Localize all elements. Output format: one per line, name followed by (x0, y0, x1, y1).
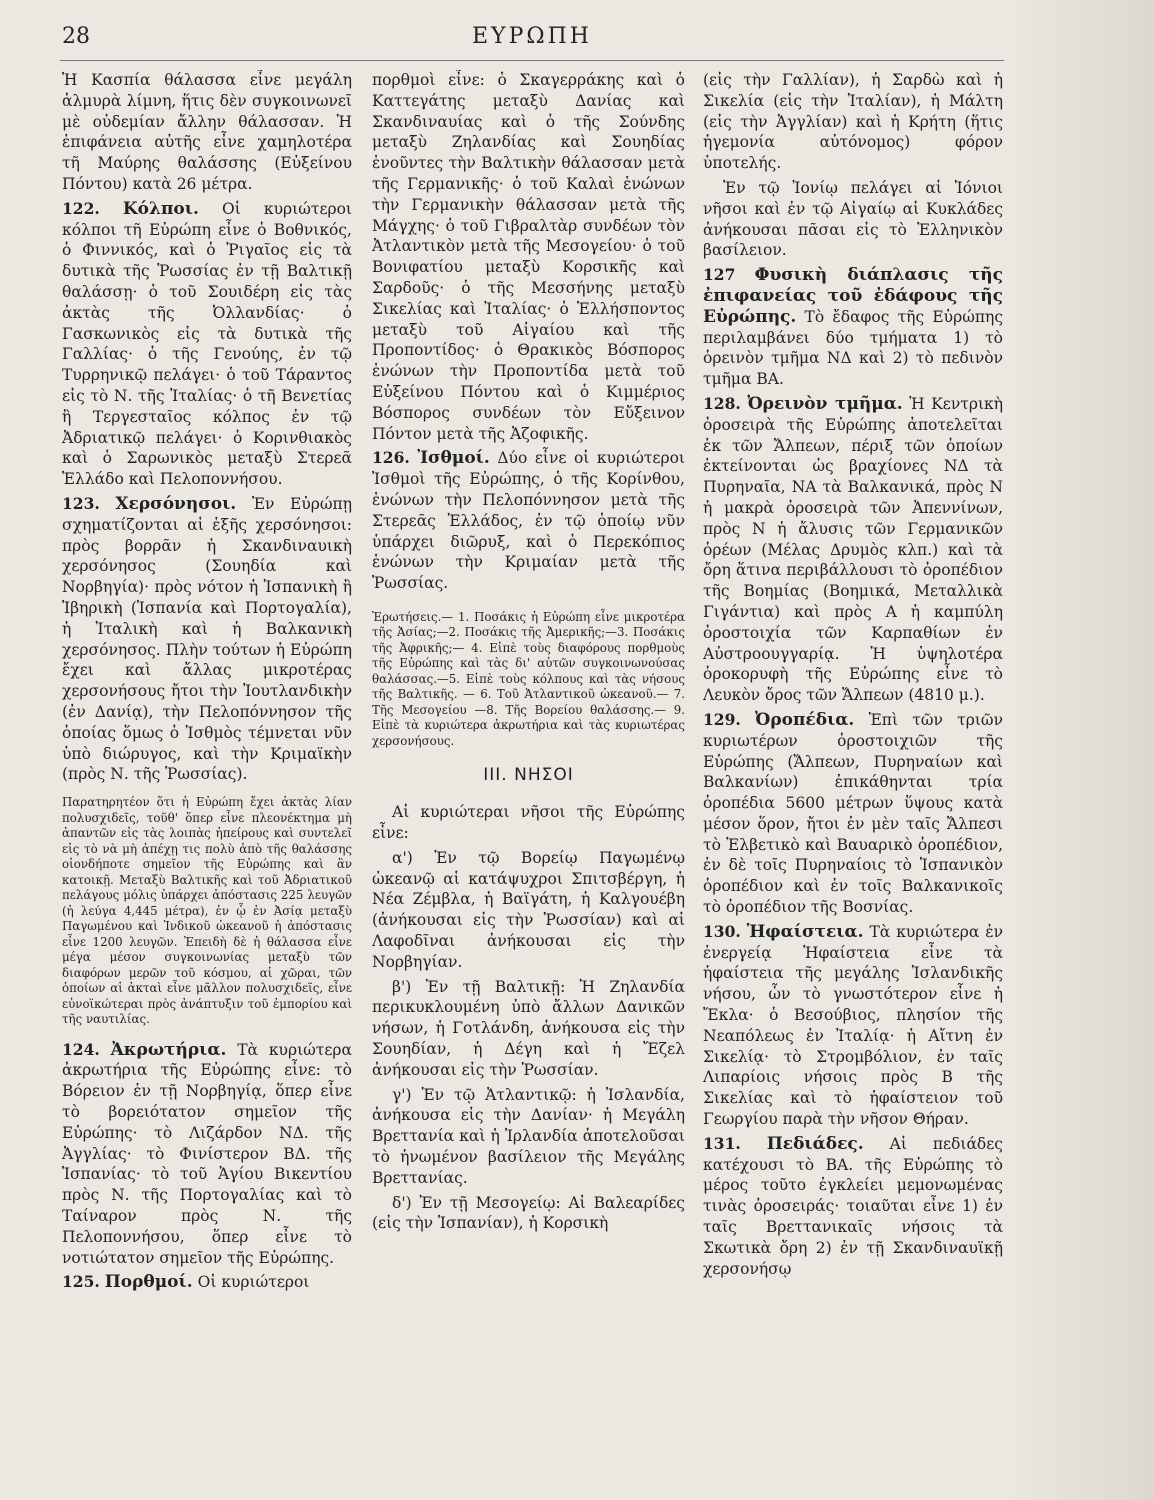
section-number: 123. (62, 493, 100, 513)
section-text: Ἐπὶ τῶν τριῶν κυριωτέρων ὀροστοιχιῶν τῆς Εὐρώπης (Ἄλπεων, Πυρηναίων καὶ Βαλκανίων) ἐπικάθηνται τρία ὀροπέδια 5600 μέτρων ὕψους κατὰ μέσον ὅρον, ἤτοι ἐν μὲν ταῖς Ἄλπεσι τὸ Ἑλβετικὸ καὶ Βαυαρικὸ ὀροπέδιον, ἐν δὲ τοῖς Πυρηναίοις τὸ Ἱσπανικὸν ὀροπέδιον καὶ ἐν τοῖς Βαλκανικοῖς τὸ ὀροπέδιον τῆς Βοσνίας. (703, 710, 1003, 917)
section-text: Τὰ κυριώτερα ἀκρωτήρια τῆς Εὐρώπης εἶνε: τὸ Βόρειον ἐν τῇ Νορβηγίᾳ, ὅπερ εἶνε τὸ βορειότατον σημεῖον τῆς Εὐρώπης· τὸ Λιζάρδον ΝΔ. τῆς Ἀγγλίας· τὸ Φινίστερον ΒΔ. τῆς Ἱσπανίας· τὸ τοῦ Ἁγίου Βικεντίου πρὸς Ν. τῆς Πορτογαλίας καὶ τὸ Ταίναρον πρὸς Ν. τῆς Πελοποννήσου, ὅπερ εἶνε τὸ νοτιώτατον σημεῖον τῆς Εὐρώπης. (62, 1040, 352, 1267)
section-title: Ἀκρωτήρια. (110, 1039, 227, 1060)
section-number: 128. (703, 393, 741, 413)
caspian-paragraph: Ἡ Κασπία θάλασσα εἶνε μεγάλη ἁλμυρὰ λίμνη, ἥτις δὲν συγκοινωνεῖ μὲ οὐδεμίαν ἄλλην θάλασσαν. Ἡ ἐπιφάνεια αὐτῆς εἶνε χαμηλοτέρα τῆ Μαύρης θαλάσσης (Εὐξείνου Πόντου) κατὰ 26 μέτρα. (62, 71, 352, 193)
section-text: Αἱ πεδιάδες κατέχουσι τὸ ΒΑ. τῆς Εὐρώπης τὸ μέρος τοῦτο ἐγκλείει μεμονωμένας τινὰς ὀροσειράς· τοιαῦται εἶνε 1) ἐν ταῖς Βρεττανικαῖς νήσοις τὰ Σκωτικὰ ὄρη 2) ἐν τῇ Σκανδιναυϊκῇ χερσονήσῳ (703, 1134, 1003, 1278)
column-left (62, 70, 352, 1495)
page-number: 28 (62, 24, 90, 49)
page-edge-margin (1004, 0, 1154, 1500)
section-title: Πεδιάδες. (766, 1133, 864, 1154)
section-text: Οἱ κυριώτεροι κόλποι τῆ Εὐρώπη εἶνε ὁ Βοθνικός, ὁ Φιννικός, καὶ ὁ Ῥιγαῖος εἰς τὰ δυτικὰ τῆς Ῥωσσίας ἐν τῇ Βαλτικῇ θαλάσσῃ· ὁ τοῦ Σουιδέρη εἰς τὰς ἀκτὰς τῆς Ὀλλανδίας· ὁ Γασκωνικὸς εἰς τὰ δυτικὰ τῆς Γαλλίας· ὁ τῆς Γενούης, ἐν τῷ Τυρρηνικῷ πελάγει· ὁ τοῦ Τάραντος εἰς τὸ Ν. τῆς Ἰταλίας· ὁ τῆ Βενετίας ἢ Τεργεσταῖος κόλπος ἐν τῷ Ἀδριατικῷ πελάγει· ὁ Κορινθιακὸς καὶ ὁ Σαρωνικὸς μεταξὺ Στερεᾶ Ἑλλάδο καὶ Πελοποννήσου. (62, 199, 352, 489)
section-title: Ὀρεινὸν τμῆμα. (747, 393, 903, 414)
islands-item: δ') Ἐν τῇ Μεσογείῳ: Αἱ Βαλεαρίδες (εἰς τὴν Ἱσπανίαν), ἡ Κορσικὴ (372, 1193, 685, 1233)
column-middle (372, 70, 685, 1495)
section-128 (703, 394, 1003, 706)
section-title: Πορθμοί. (104, 1272, 193, 1293)
section-123 (62, 494, 352, 785)
section-text: Τὰ κυριώτερα ἐν ἐνεργείᾳ Ἡφαίστεια εἶνε τὰ ἡφαίστεια τῆς μεγάλης Ἰσλανδικῆς νήσου, ὧν τὸ γνωστότερον εἶνε ἡ Ἔκλα· ὁ Βεσούβιος, πλησίον τῆς Νεαπόλεως ἐν Ἰταλίᾳ· ἡ Αἴτνη ἐν Σικελίᾳ· τὸ Στρομβόλιον, ἐν ταῖς Λιπαρίοις νήσοις πρὸς Β τῆς Σικελίας καὶ τὸ ἡφαίστειον τοῦ Γεωργίου παρὰ τὴν νῆσον Θήραν. (703, 922, 1003, 1129)
section-125 (62, 1272, 352, 1293)
section-126 (372, 448, 685, 594)
section-number: 122. (62, 198, 100, 218)
chapter-heading: ΙΙΙ. ΝΗΣΟΙ (483, 765, 574, 786)
section-124 (62, 1040, 352, 1269)
section-text: Ἡ Κεντρικὴ ὀροσειρὰ τῆς Εὐρώπης ἀποτελεῖται ἐκ τῶν Ἄλπεων, πέριξ τῶν ὁποίων ἐκτείνονται ὡς βραχίονες ΝΔ τὰ Πυρηναῖα, ΝΑ τὰ Βαλκανικά, πρὸς Ν ἡ μακρὰ ὀροσειρὰ τῶν Ἀπεννίνων, πρὸς Ν ἡ ἄλυσις τῶν Γερμανικῶν ὀρέων (Μέλας Δρυμὸς κλπ.) καὶ τὰ ὄρη ἅτινα περιβάλλουσι τὸ ὀροπέδιον τῆς Βοημίας (Βοημικά, Μεταλλικὰ Γιγάντια) καὶ πρὸς Α ἡ καμπύλη ὀροστοιχία τῶν Καρπαθίων ἐν Αὐστροουγγαρίᾳ. Ἡ ὑψηλοτέρα ὀροκορυφὴ τῆς Εὐρώπης εἶνε τὸ Λευκὸν ὄρος τῶν Ἄλπεων (4810 μ.). (703, 394, 1003, 705)
islands-item: γ') Ἐν τῷ Ἀτλαντικῷ: ἡ Ἰσλανδία, ἀνήκουσα εἰς τὴν Δανίαν· ἡ Μεγάλη Βρεττανία καὶ ἡ Ἰρλανδία ἀποτελοῦσαι τὸ ἡνωμένον βασίλειον τῆς Μεγάλης Βρεττανίας. (372, 1085, 685, 1187)
section-127 (703, 265, 1003, 390)
section-text: Τὸ ἔδαφος τῆς Εὐρώπης περιλαμβάνει δύο τμήματα 1) τὸ ὀρεινὸν τμῆμα ΝΔ καὶ 2) τὸ πεδινὸν τμῆμα ΒΑ. (703, 307, 1003, 389)
section-text: Ἐν Εὐρώπῃ σχηματίζονται αἱ ἑξῆς χερσόνησοι: πρὸς βορρᾶν ἡ Σκανδιναυικὴ χερσόνησος (Σουηδία καὶ Νορβηγία)· πρὸς νότον ἡ Ἱσπανικὴ ἢ Ἰβηρικὴ (Ἱσπανία καὶ Πορτογαλία), ἡ Ἰταλικὴ καὶ ἡ Βαλκανικὴ χερσόνησος. Πλὴν τούτων ἡ Εὐρώπη ἔχει καὶ ἄλλας μικροτέρας χερσονήσους ἤτοι τὴν Ἰουτλανδικὴν (ἐν Δανίᾳ), τὴν Πελοπόννησον τῆς ὁποίας ὅμως ὁ Ἰσθμὸς τέμνεται νῦν ὑπὸ διώρυγος, καὶ τὴν Κριμαϊκὴν (πρὸς Ν. τῆς Ῥωσσίας). (62, 494, 352, 784)
questions-block: Ἐρωτήσεις.— 1. Ποσάκις ἡ Εὐρώπη εἶνε μικροτέρα τῆς Ἀσίας;—2. Ποσάκις τῆς Ἀμερικῆς;—3. Ποσάκις τῆς Ἀφρικῆς;— 4. Εἰπὲ τοὺς διαφόρους πορθμοὺς τῆς Εὐρώπης καὶ τὰς δι' αὐτῶν συγκοινωνούσας θαλάσσας.—5. Εἰπὲ τοὺς κόλπους καὶ τὰς νήσους τῆς Βαλτικῆς. — 6. Τοῦ Ἀτλαντικοῦ ὠκεανοῦ.— 7. Τῆς Μεσογείου —8. Τῆς Βορείου θαλάσσης.— 9. Εἰπὲ τὰ κυριώτερα ἀκρωτήρια καὶ τὰς κυριωτέρας χερσονήσους. (372, 609, 685, 748)
section-text: Δύο εἶνε οἱ κυριώτεροι Ἰσθμοὶ τῆς Εὐρώπης, ὁ τῆς Κορίνθου, ἑνώνων τὴν Πελοπόννησον μετὰ τῆς Στερεᾶς Ἑλλάδος, ἐν τῷ ὁποίῳ νῦν ὑπάρχει διῶρυξ, καὶ ὁ Περεκόπιος ἑνώνων τὴν Κριμαίαν μετὰ τῆς Ῥωσσίας. (372, 449, 685, 593)
running-title: ΕΥΡΩΠΗ (472, 24, 592, 49)
ionian-paragraph: Ἐν τῷ Ἰονίῳ πελάγει αἱ Ἰόνιοι νῆσοι καὶ ἐν τῷ Αἰγαίῳ αἱ Κυκλάδες ἀνήκουσαι πᾶσαι εἰς τὸ Ἑλληνικὸν βασίλειον. (703, 178, 1003, 260)
section-title: Χερσόνησοι. (115, 493, 237, 514)
page-header (60, 20, 1004, 61)
islands-continued: (εἰς τὴν Γαλλίαν), ἡ Σαρδὼ καὶ ἡ Σικελία (εἰς τὴν Ἰταλίαν), ἡ Μάλτη (εἰς τὴν Ἀγγλίαν) καὶ ἡ Κρήτη (ἥτις ἡγεμονία αὐτόνομος) φόρον ὑποτελής. (703, 71, 1003, 173)
section-125-continued: πορθμοὶ εἶνε: ὁ Σκαγερράκης καὶ ὁ Καττεγάτης μεταξὺ Δανίας καὶ Σκανδιναυίας καὶ ὁ τῆς Σούνδης μεταξὺ Ζηλανδίας καὶ Σουηδίας ἑνοῦντες τὴν Βαλτικὴν θάλασσαν μετὰ τῆς Γερμανικῆς· ὁ τοῦ Καλαὶ ἑνώνων τὴν Γερμανικὴν θάλασσαν μετὰ τῆς Μάγχης· ὁ τοῦ Γιβραλτὰρ συνδέων τὸν Ἀτλαντικὸν μετὰ τῆς Μεσογείου· ὁ τοῦ Βονιφατίου μεταξὺ Κορσικῆς καὶ Σαρδοῦς· ὁ τῆς Μεσσήνης μεταξὺ Σικελίας καὶ Ἰταλίας· ὁ Ἑλλήσποντος μεταξὺ τοῦ Αἰγαίου καὶ τῆς Προποντίδος· ὁ Θρακικὸς Βόσπορος ἑνώνων τὴν Προποντίδα μετὰ τοῦ Εὐξείνου Πόντου καὶ ὁ Κιμμέριος Βόσπορος συνδέων τὸν Εὔξεινον Πόντον μετὰ τῆς Ἀζοφικῆς. (372, 71, 685, 443)
column-right (703, 70, 1003, 1495)
section-number: 131. (703, 1133, 741, 1153)
section-title: Κόλποι. (122, 198, 199, 219)
section-122 (62, 199, 352, 490)
section-131 (703, 1134, 1003, 1280)
islands-item: β') Ἐν τῇ Βαλτικῇ: Ἡ Ζηλανδία περικυκλουμένη ὑπὸ ἄλλων Δανικῶν νήσων, ἡ Γοτλάνδη, ἀνήκουσα εἰς τὴν Σουηδίαν, ἡ Δέγη καὶ ἡ Ἔζελ ἀνήκουσαι εἰς τὴν Ῥωσσίαν. (372, 977, 685, 1079)
section-number: 130. (703, 921, 741, 941)
section-title: Ὀροπέδια. (755, 709, 855, 730)
section-129 (703, 710, 1003, 918)
islands-intro: Αἱ κυριώτεραι νῆσοι τῆς Εὐρώπης εἶνε: (372, 803, 685, 843)
section-130 (703, 922, 1003, 1130)
section-title: Ἡφαίστεια. (746, 921, 864, 942)
section-number: 125. (62, 1272, 100, 1292)
footnote: Παρατηρητέον ὅτι ἡ Εὐρώπη ἔχει ἀκτὰς λίαν πολυσχιδεῖς, τοῦθ' ὅπερ εἶνε πλεονέκτημα μὴ ἀπαντῶν εἰς τὰς λοιπὰς ἠπείρους καὶ συντελεῖ εἰς τὸ νὰ μὴ ἀπέχῃ τις πολὺ ἀπὸ τῆς θαλάσσης οἱονδήποτε σημεῖον τῆς Εὐρώπης καὶ ἂν κατοικῇ. Μεταξὺ Βαλτικῆς καὶ τοῦ Ἀδριατικοῦ πελάγους μόλις ὑπάρχει ἀπόστασις 225 λευγῶν (ἡ λεύγα 4,445 μέτρα), ἐν ᾧ ἐν Ἀσίᾳ μεταξὺ Παγωμένου καὶ Ἰνδικοῦ ὠκεανοῦ ἡ ἀπόστασις εἶνε 1200 λευγῶν. Ἐπειδὴ δὲ ἡ θάλασσα εἶνε μέγα μέσον συγκοινωνίας μεταξὺ τῶν διαφόρων μερῶν τοῦ κόσμου, αἱ χῶραι, τῶν ὁποίων αἱ ἀκταὶ εἶνε μᾶλλον πολυσχιδεῖς, εἶνε εὐνοϊκώτεραι πρὸς ἀνάπτυξιν τοῦ ἐμπορίου καὶ τῆς ναυτιλίας. (62, 795, 352, 1027)
section-number: 129. (703, 709, 741, 729)
section-number: 127 (703, 265, 736, 285)
section-text: Οἱ κυριώτεροι (197, 1273, 310, 1292)
section-title: Ἰσθμοί. (417, 448, 490, 469)
section-number: 126. (372, 448, 410, 468)
islands-item: α') Ἐν τῷ Βορείῳ Παγωμένῳ ὠκεανῷ αἱ κατάψυχροι Σπιτσβέργη, ἡ Νέα Ζέμβλα, ἡ Βαϊγάτη, ἡ Καλγουέβη (ἀνήκουσαι εἰς τὴν Ῥωσσίαν) καὶ αἱ Λαφοδῖναι ἀνήκουσαι εἰς τὴν Νορβηγίαν. (372, 848, 685, 971)
section-number: 124. (62, 1039, 100, 1059)
section-title: Φυσικὴ διάπλασις τῆς ἐπιφανείας τοῦ ἐδάφους τῆς Εὐρώπης. (703, 265, 1003, 327)
